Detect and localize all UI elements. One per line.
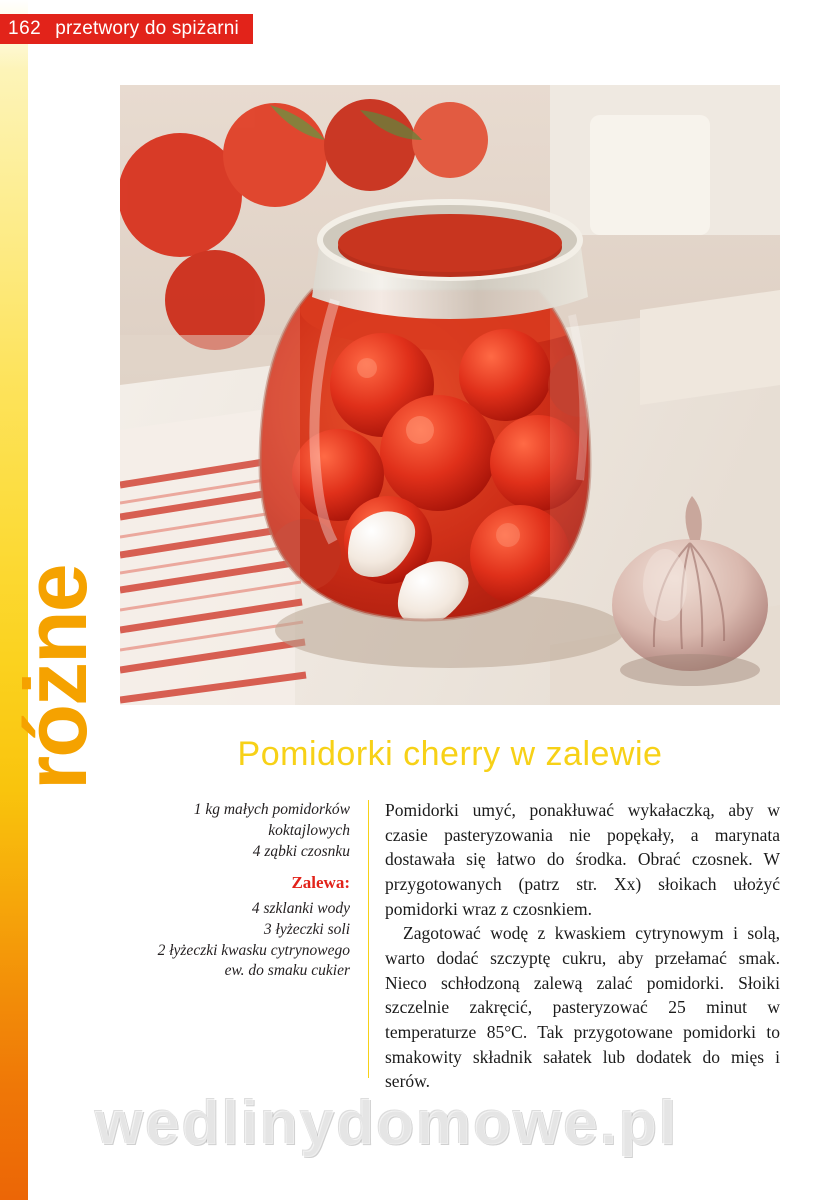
brine-item: 3 łyżeczki soli	[263, 920, 350, 938]
ingredients-list	[150, 800, 350, 982]
photo-illustration	[120, 85, 780, 705]
brine-item: ew. do smaku cukier	[224, 962, 350, 980]
method-paragraph: Zagotować wodę z kwaskiem cytrynowym i solą, warto dodać szczyptę cukru, aby przełamać smak. Nieco schłodzoną zalewą zalać pomidorki. Słoiki szczelnie zakręcić, pasteryzować 25 minut w temperaturze 85°C. Tak przygotowane pomidorki to smakowity składnik sałatek lub dodatek do mięs i serów.	[385, 923, 780, 1092]
page-header-bar	[0, 14, 253, 44]
recipe-title: Pomidorki cherry w zalewie	[237, 735, 663, 773]
section-tab	[6, 565, 105, 1190]
method-paragraph: Pomidorki umyć, ponakłuwać wykałaczką, aby w czasie pasteryzowania nie popękały, a marynata dostawała się łatwo do środka. Obrać czosnek. W przygotowanych (patrz str. Xx) słoikach ułożyć pomidorki wraz z czosnkiem.	[385, 800, 780, 919]
section-tab-label: różne	[6, 565, 105, 790]
page-number: 162	[8, 18, 42, 39]
brine-item: 4 szklanki wody	[251, 899, 350, 917]
section-title: przetwory do spiżarni	[55, 18, 239, 39]
brine-item: 2 łyżeczki kwasku cytrynowego	[157, 941, 350, 959]
ingredient-item: koktajlowych	[268, 821, 350, 839]
brine-heading: Zalewa:	[291, 872, 350, 892]
ingredient-item: 4 ząbki czosnku	[252, 842, 350, 860]
ingredient-item: 1 kg małych pomidorków	[193, 801, 350, 818]
column-divider	[368, 800, 369, 1078]
watermark: wedlinydomowe.pl	[95, 1089, 679, 1158]
recipe-method	[385, 798, 780, 1094]
recipe-photo	[120, 85, 780, 705]
